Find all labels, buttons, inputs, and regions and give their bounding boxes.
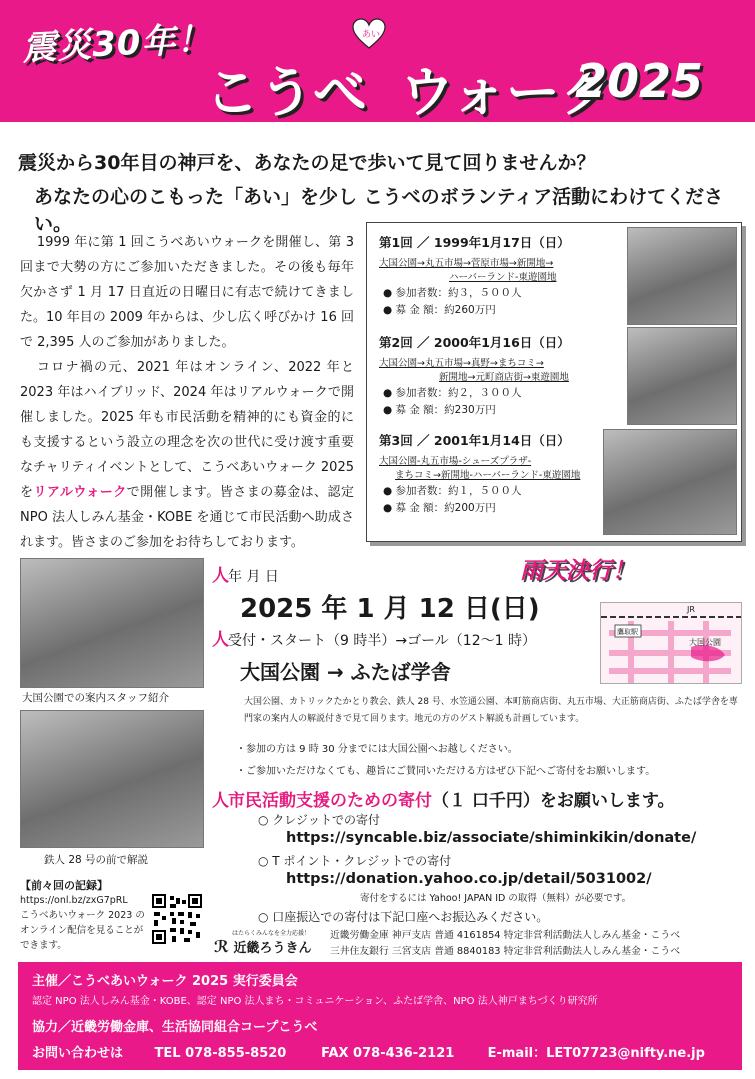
rain-notice: 雨天決行！ [520,558,635,584]
intro-highlight: リアルウォーク [33,485,127,500]
heart-label: あい [362,30,381,40]
note-arrival: ・参加の方は 9 時 30 分までには大国公園へお越しください。 [236,744,518,755]
donation-heading-rest: （１ 口千円）をお願いします。 [432,791,675,811]
donation-value: 募 金 額：約260万円 [395,304,496,316]
intro-p2-end: で開催します。皆さまの募金は、認定 NPO 法人しみん基金・KOBE を通じて市民活動へ助成されます。皆さまのご参加をお待ちしております。 [20,485,354,550]
walker-icon: 人 [212,630,229,650]
photo-staff [20,558,204,688]
route-line: まちコミ→新開地-ハーバーランド-東遊園地 [395,470,581,481]
route-map [600,602,742,684]
photo-edition-3 [603,429,737,535]
participants-value: 参加者数：約３，５００人 [395,287,522,299]
contact-label: お問い合わせは [32,1046,124,1061]
rokin-logo-name [214,937,324,956]
photo-edition-1 [627,227,737,325]
history-edition-1 [379,233,609,319]
lead-line-2: あなたの心のこもった「あい」を少し こうべのボランティア活動にわけてください。 [34,186,724,235]
event-description: 大国公園、カトリックたかとり教会、鉄人 28 号、水笠通公園、本町筋商店街、丸五市場、大正筋商店街、ふたば学舎を専門家の案内人の解説付きで見て回ります。地元の方のゲスト解説も計画しています。 [244,697,738,724]
lead-line-1: 震災から30年目の神戸を、あなたの足で歩いて見て回りませんか？ [18,152,596,174]
walker-icon: 人 [212,791,229,811]
organizers-list: 認定 NPO 法人しみん基金・KOBE、認定 NPO 法人まち・コミュニケーション、ふたば学舎、NPO 法人神戸まちづくり研究所 [32,996,598,1007]
route-line: 新開地→元町商店街→東遊園地 [439,372,569,383]
tpoint-note: 寄付をするには Yahoo! JAPAN ID の取得（無料）が必要です。 [360,893,632,904]
contact-line [32,1042,732,1061]
header-year: 2025 [575,54,704,108]
credit-label: ○ クレジットでの寄付 [258,813,380,827]
date-label-text: 年 月 日 [228,569,279,585]
organizer: 主催／こうべあいウォーク 2025 実行委員会 [32,974,298,989]
donation-heading-pink: 市民活動支援のための寄付 [228,791,432,811]
contact-tel: TEL 078-855-8520 [154,1046,287,1061]
edition-participants: ● 参加者数：約１，５００人 [383,485,522,497]
event-time-text: 受付・スタート（9 時半）→ゴール（12～1 時） [228,633,536,649]
bank-row-2: 三井住友銀行 三宮支店 普通 8840183 特定非営利活動法人しみん基金・こうべ [330,946,680,957]
intro-paragraph-2 [20,355,354,555]
edition-title: 第3回 ／ 2001年1月14日（日） [379,433,570,448]
photo-edition-2 [627,327,737,425]
history-edition-2 [379,333,609,419]
bank-label: ○ 口座振込での寄付は下記口座へお振込みください。 [258,910,549,924]
route-line: 大国公園→丸五市場→菅原市場→新開地→ [379,258,554,269]
tpoint-donation-link[interactable]: https://donation.yahoo.co.jp/detail/5031002/ [286,871,652,887]
previous-record [20,878,148,953]
route-line: 大国公園-丸五市場-シューズプラザ- [379,456,532,467]
event-route: 大国公園 → ふたば学舎 [240,660,451,684]
qr-code-icon[interactable] [152,894,202,944]
edition-route [379,257,609,285]
tpoint-label: ○ T ポイント・クレジットでの寄付 [258,854,452,868]
edition-donation: ● 募 金 額：約260万円 [383,304,496,316]
intro-text [20,230,354,555]
map-station-label: 鷹取駅 [617,628,638,636]
credit-donation-link[interactable]: https://syncable.biz/associate/shiminkikin/donate/ [286,830,697,846]
photo-tetsujin [20,710,204,848]
edition-participants: ● 参加者数：約２，３００人 [383,387,522,399]
edition-route [379,357,609,385]
event-time [212,630,536,650]
header-banner [0,0,755,122]
route-line: 大国公園→丸五市場→真野→まちコミ→ [379,358,544,369]
intro-paragraph-1: 1999 年に第 1 回こうべあいウォークを開催し、第 3 回まで大勢の方にご参加いただきました。その後も毎年欠かさず 1 月 17 日直近の日曜日に有志で続けてきました。10 年目の 2009 年からは、少し広く呼びかけ 16 回で 2,395 人のご参加がありました。 [20,235,354,350]
edition-donation: ● 募 金 額：約230万円 [383,404,496,416]
walker-icon: 人 [212,566,229,586]
footer-box [18,962,742,1070]
header-title-part2: ウォーク [400,61,614,124]
note-donation: ・ご参加いただけなくても、趣旨にご賛同いただける方はぜひ下記へご寄付をお願いします。 [236,766,656,777]
map-park-label: 大国公園 [689,638,721,647]
contact-fax: FAX 078-436-2121 [321,1046,455,1061]
history-edition-3 [379,431,609,517]
edition-route [379,455,609,483]
photo-caption-tetsujin: 鉄人 28 号の前で解説 [44,854,149,866]
edition-participants: ● 参加者数：約３，５００人 [383,287,522,299]
edition-title: 第1回 ／ 1999年1月17日（日） [379,235,570,250]
donation-value: 募 金 額：約200万円 [395,502,496,514]
rokin-name-text: 近畿ろうきん [233,941,312,956]
event-date: 2025 年 1 月 12 日(日) [240,594,540,624]
record-text: こうべあいウォーク 2023 のオンライン配信を見ることができます。 [20,910,145,951]
bank-row-1: 近畿労働金庫 神戸支店 普通 4161854 特定非営利活動法人しみん基金・こうべ [330,930,680,941]
donation-heading [212,786,675,811]
record-link[interactable]: https://onl.bz/zxG7pRL [20,895,128,906]
cooperation: 協力／近畿労働金庫、生活協同組合コープこうべ [32,1020,318,1035]
bank-accounts [330,928,680,960]
header-title-part1: こうべ [205,61,367,124]
header-prefix: 震災30年！ [21,19,213,69]
history-box [366,222,742,542]
route-line: ハーバーランド-東遊園地 [449,272,557,283]
rokin-mark-icon: ℛ [214,937,230,956]
edition-title: 第2回 ／ 2000年1月16日（日） [379,335,570,350]
contact-email[interactable]: E-mail：LET07723@nifty.ne.jp [487,1046,705,1061]
edition-donation: ● 募 金 額：約200万円 [383,502,496,514]
map-jr-label: JR [687,605,695,614]
intro-p2-start: コロナ禍の元、2021 年はオンライン、2022 年と 2023 年はハイブリッド、2024 年はリアルウォークで開催しました。2025 年も市民活動を精神的にも資金的にも支援するという設立の理念を次の世代に受け渡す重要なチャリティイベントとして、こうべあいウォーク 2025 を [20,360,354,500]
participants-value: 参加者数：約１，５００人 [395,485,522,497]
date-label [212,566,279,586]
donation-value: 募 金 額：約230万円 [395,404,496,416]
rokin-logo-tagline: はたらくみんなを全力応援！ [232,930,311,937]
photo-caption-staff: 大国公園での案内スタッフ紹介 [22,692,169,704]
record-heading: 【前々回の記録】 [20,879,108,892]
rokin-logo [214,928,324,956]
participants-value: 参加者数：約２，３００人 [395,387,522,399]
